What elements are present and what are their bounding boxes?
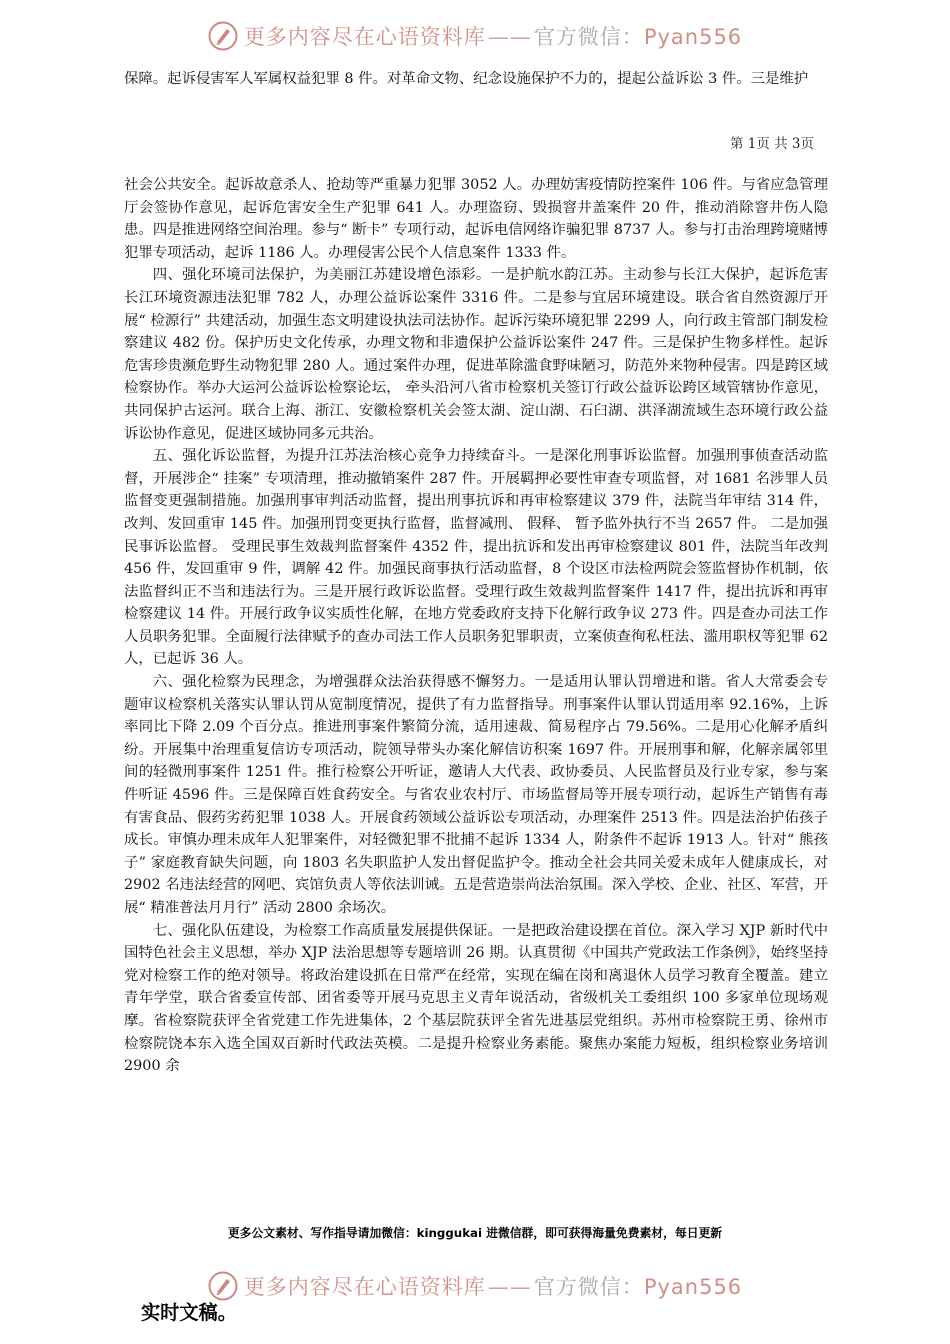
body-paragraph-section-6: 六、强化检察为民理念，为增强群众法治获得感不懈努力。一是适用认罪认罚增进和谐。省人大常委会专题审议检察机关落实认罪认罚从宽制度情况，提供了有力监督指导。刑事案件认罪认罚适用率 92.16%，上诉率同比下降 2.09 个百分点。推进刑事案件繁简分流，适用速裁、简易程序占 79.56%。二是用心化解矛盾纠纷。开展集中治理重复信访专项活动，院领导带头办案化解信访积案 1697 件。开展刑事和解，化解亲属邻里间的轻微刑事案件 1251 件。推行检察公开听证，邀请人大代表、政协委员、人民监督员及行业专家，参与案件听证 4596 件。三是保障百姓食药安全。与省农业农村厅、市场监督局等开展专项行动，起诉生产销售有毒有害食品、假药劣药犯罪 1038 人。开展食药领域公益诉讼专项活动，办理案件 2513 件。四是法治护佑孩子成长。审慎办理未成年人犯罪案件，对轻微犯罪不批捕不起诉 1334 人，附条件不起诉 1913 人。针对“ 熊孩子” 家庭教育缺失问题，向 1803 名失职监护人发出督促监护令。推动全社会共同关爱未成年人健康成长，对 2902 名违法经营的网吧、宾馆负责人等依法训诫。五是营造崇尚法治氛围。深入学校、企业、社区、军营，开展“ 精准普法月月行” 活动 2800 余场次。 [124,674,828,916]
watermark-label-bottom: 官方微信： [533,1275,644,1299]
watermark-main-text: 更多内容尽在心语资料库 [243,25,486,49]
body-paragraph-section-7: 七、强化队伍建设，为检察工作高质量发展提供保证。一是把政治建设摆在首位。深入学习 XJP 新时代中国特色社会主义思想，举办 XJP 法治思想等专题培训 26 期。认真贯彻《中国共产党政法工作条例》，始终坚持党对检察工作的绝对领导。将政治建设抓在日常严在经常，实现在编在岗和离退休人员学习教育全覆盖。建立青年学堂，联合省委宣传部、团省委等开展马克思主义青年说活动，省级机关工委组织 100 多家单位现场观摩。省检察院获评全省党建工作先进集体，2 个基层院获评全省先进基层党组织。苏州市检察院王勇、徐州市检察院饶本东入选全国双百新时代政法英模。二是提升检察业务素能。聚焦办案能力短板，组织检察业务培训 2900 余 [124,922,828,1075]
pen-logo-icon-bottom [208,1271,238,1301]
pen-logo-icon [208,21,238,51]
watermark-text [244,21,742,51]
watermark-separator: —— [487,25,532,49]
watermark-main-text-bottom: 更多内容尽在心语资料库 [243,1275,486,1299]
watermark-text-bottom [244,1271,742,1301]
promo-line-1: 更多公文素材、写作指导请加微信：kinggukai 进微信群，即可获得海量免费素材，每日更新 [227,1226,723,1240]
watermark-wechat-id-bottom: Pyan556 [643,1275,743,1299]
watermark-wechat-id: Pyan556 [643,25,743,49]
body-paragraph-section-4: 四、强化环境司法保护，为美丽江苏建设增色添彩。一是护航水韵江苏。主动参与长江大保护，起诉危害长江环境资源违法犯罪 782 人，办理公益诉讼案件 3316 件。二是参与宜居环境建设。联合省自然资源厅开展“ 检源行” 共建活动，加强生态文明建设执法司法协作。起诉污染环境犯罪 2299 人，向行政主管部门制发检察建议 482 份。保护历史文化传承，办理文物和非遗保护公益诉讼案件 247 件。三是保护生物多样性。起诉危害珍贵濒危野生动物犯罪 280 人。通过案件办理，促进革除滥食野味陋习，防范外来物种侵害。四是跨区域检察协作。举办大运河公益诉讼检察论坛， 牵头沿河八省市检察机关签订行政公益诉讼跨区域管辖协作意见， 共同保护古运河。联合上海、浙江、安徽检察机关会签太湖、淀山湖、石臼湖、洪泽湖流域生态环境行政公益诉讼协作意见，促进区域协同多元共治。 [124,267,828,442]
body-paragraph-section-5: 五、强化诉讼监督，为提升江苏法治核心竞争力持续奋斗。一是深化刑事诉讼监督。加强刑事侦查活动监督，开展涉企“ 挂案” 专项清理，推动撤销案件 287 件。开展羁押必要性审查专项监督，对 1681 名涉罪人员监督变更强制措施。加强刑事审判活动监督，提出刑事抗诉和再审检察建议 379 件，法院当年审结 314 件，改判、发回重审 145 件。加强刑罚变更执行监督，监督减刑、 假释、 暂予监外执行不当 2657 件。 二是加强民事诉讼监督。 受理民事生效裁判监督案件 4352 件，提出抗诉和发出再审检察建议 801 件，法院当年改判 456 件，发回重审 9 件，调解 42 件。加强民商事执行活动监督，8 个设区市法检两院会签监督协作机制，依法监督纠正不当和违法行为。三是开展行政诉讼监督。受理行政生效裁判监督案件 1417 件，提出抗诉和再审检察建议 14 件。开展行政争议实质性化解，在地方党委政府支持下化解行政争议 273 件。四是查办司法工作人员职务犯罪。全面履行法律赋予的查办司法工作人员职务犯罪职责，立案侦查徇私枉法、滥用职权等犯罪 62 人，已起诉 36 人。 [124,448,828,668]
watermark-label: 官方微信： [533,25,644,49]
page-top-text [124,68,828,91]
watermark-banner-top [0,16,950,56]
document-body [124,174,828,1078]
body-paragraph-continuation: 社会公共安全。起诉故意杀人、抢劫等严重暴力犯罪 3052 人。办理妨害疫情防控案件 106 件。与省应急管理厅会签协作意见，起诉危害安全生产犯罪 641 人。办理盗窃、毁损窨井盖案件 20 件，推动消除窨井伤人隐患。四是推进网络空间治理。参与“ 断卡” 专项行动，起诉电信网络诈骗犯罪 8737 人。参与打击治理跨境赌博犯罪专项活动，起诉 1186 人。办理侵害公民个人信息案件 1333 件。 [124,177,828,261]
promo-line-2: 实时文稿。 [141,1301,237,1324]
top-paragraph: 保障。起诉侵害军人军属权益犯罪 8 件。对革命文物、纪念设施保护不力的，提起公益诉讼 3 件。三是维护 [124,71,809,87]
page-number: 第 1页 共 3页 [729,136,814,152]
watermark-separator-bottom: —— [487,1275,532,1299]
